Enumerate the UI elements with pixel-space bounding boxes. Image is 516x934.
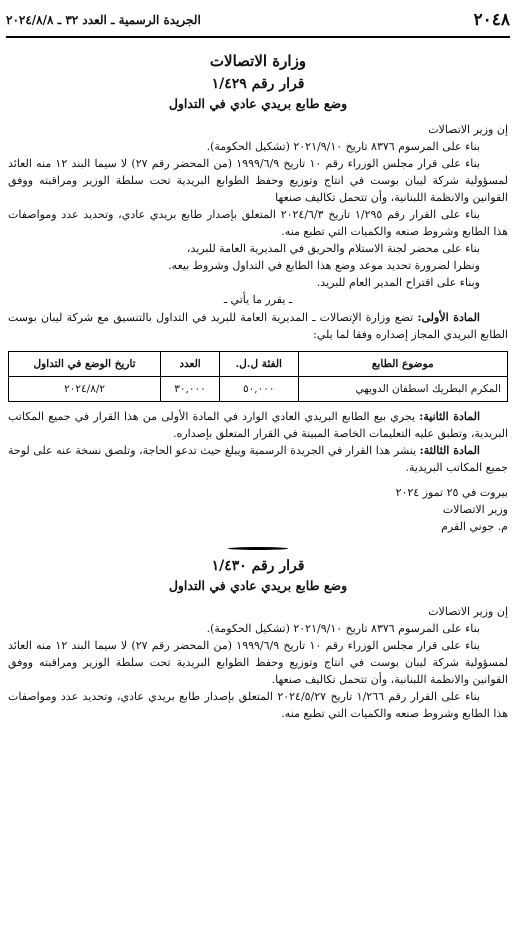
ministry-title: وزارة الاتصالات bbox=[209, 52, 307, 70]
document-body bbox=[8, 46, 508, 722]
column-header: تاريخ الوضع في التداول bbox=[9, 351, 161, 376]
recital: بناء على قرار مجلس الوزراء رقم ١٠ تاريخ ١٩٩٩/٦/٩ (من المحضر رقم ٢٧) لا سيما البند ١٢ منه العائد لمسؤولية شركة ليبان بوست في انتاج وتوزيع وحفظ الطوابع البريدية تحت سلطة الوزير ومراقبته ووفق القوانين والانظمة اللبنانية، وأن تتحمل تكاليف صنعها. bbox=[8, 639, 508, 687]
minister-intro: إن وزير الاتصالات bbox=[428, 123, 508, 136]
recital: وبناء على اقتراح المدير العام للبريد. bbox=[316, 276, 480, 290]
article-text: تضع وزارة الإتصالات ـ المديرية العامة للبريد في التداول بالتنسيق مع شركة ليبان بوست الطابع البريدي المجاز إصداره وفقا لما يلي: bbox=[8, 310, 508, 341]
column-header: الفئة ل.ل. bbox=[219, 351, 298, 376]
article-text: ينشر هذا القرار في الجريدة الرسمية ويبلغ حيث تدعو الحاجة، وتلصق نسخة عنه على لوحة جميع المكاتب البريدية. bbox=[8, 443, 508, 474]
article-text: يجري بيع الطابع البريدي العادي الوارد في المادة الأولى من هذا القرار في جميع المكاتب البريدية، وتطبق عليه التعليمات الخاصة المبينة في القرار المتعلق بإصداره. bbox=[8, 409, 508, 440]
recital: ونظرا لضرورة تحديد موعد وضع هذا الطابع في التداول وشروط بيعه. bbox=[168, 259, 480, 273]
article-label: المادة الثانية: bbox=[419, 409, 480, 423]
table-cell: ٥٠,٠٠٠ bbox=[219, 376, 298, 401]
recital: بناء على المرسوم ٨٣٧٦ تاريخ ٢٠٢١/٩/١٠ (تشكيل الحكومة). bbox=[206, 621, 480, 635]
table-cell: ٣٠,٠٠٠ bbox=[161, 376, 220, 401]
stamp-table bbox=[8, 351, 508, 402]
decision-number: قرار رقم ١/٤٢٩ bbox=[211, 76, 305, 92]
page-number: ٢٠٤٨ bbox=[473, 10, 510, 30]
recital: بناء على قرار مجلس الوزراء رقم ١٠ تاريخ ١٩٩٩/٦/٩ (من المحضر رقم ٢٧) لا سيما البند ١٢ منه العائد لمسؤولية شركة ليبان بوست في انتاج وتوزيع وحفظ الطوابع البريدية تحت سلطة الوزير ومراقبته ووفق القوانين والانظمة اللبنانية، وأن تتحمل تكاليف صنعها bbox=[8, 157, 508, 205]
place-date: بيروت في ٢٥ تموز ٢٠٢٤ bbox=[395, 485, 508, 499]
decides-line: ـ يقرر ما يأتي ـ bbox=[223, 293, 293, 307]
header-rule bbox=[6, 36, 510, 38]
decision-number: قرار رقم ١/٤٣٠ bbox=[211, 557, 305, 574]
signer-title: وزير الاتصالات bbox=[442, 502, 508, 516]
page-header bbox=[6, 8, 510, 32]
column-header: العدد bbox=[161, 351, 220, 376]
table-row bbox=[9, 376, 508, 401]
table-cell: المكرم البطريك اسطفان الدويهي bbox=[298, 376, 507, 401]
signer-name: م. جوني القرم bbox=[441, 519, 508, 533]
decision-title: وضع طابع بريدي عادي في التداول bbox=[168, 577, 348, 593]
article-3 bbox=[8, 442, 508, 476]
recital: بناء على المرسوم ٨٣٧٦ تاريخ ٢٠٢١/٩/١٠ (تشكيل الحكومة). bbox=[206, 140, 480, 154]
article-label: المادة الأولى: bbox=[417, 310, 480, 324]
column-header: موضوع الطابع bbox=[298, 351, 507, 376]
recital: بناء على محضر لجنة الاستلام والحريق في المديرية العامة للبريد، bbox=[186, 242, 480, 256]
decision-title: وضع طابع بريدي عادي في التداول bbox=[168, 96, 348, 111]
gazette-title: الجريدة الرسمية ـ العدد ٣٢ ـ ٢٠٢٤/٨/٨ bbox=[6, 13, 201, 27]
article-label: المادة الثالثة: bbox=[419, 443, 480, 457]
table-header-row bbox=[9, 351, 508, 376]
signature-block bbox=[8, 484, 508, 535]
recital: بناء على القرار رقم ١/٢٩٥ تاريخ ٢٠٢٤/٦/٣ المتعلق بإصدار طابع بريدي عادي، وتحديد عدد ومواصفات هذا الطابع وشروط صنعه والكميات التي تطبع منه. bbox=[8, 208, 508, 239]
recital: بناء على القرار رقم ١/٢٦٦ تاريخ ٢٠٢٤/٥/٢٧ المتعلق بإصدار طابع بريدي عادي، وتحديد عدد ومواصفات هذا الطابع وشروط صنعه والكميات التي تطبع منه. bbox=[8, 690, 508, 721]
article-2 bbox=[8, 408, 508, 442]
minister-intro: إن وزير الاتصالات bbox=[428, 604, 508, 618]
section-divider bbox=[228, 547, 288, 550]
table-cell: ٢٠٢٤/٨/٢ bbox=[9, 376, 161, 401]
article-1 bbox=[8, 309, 508, 343]
